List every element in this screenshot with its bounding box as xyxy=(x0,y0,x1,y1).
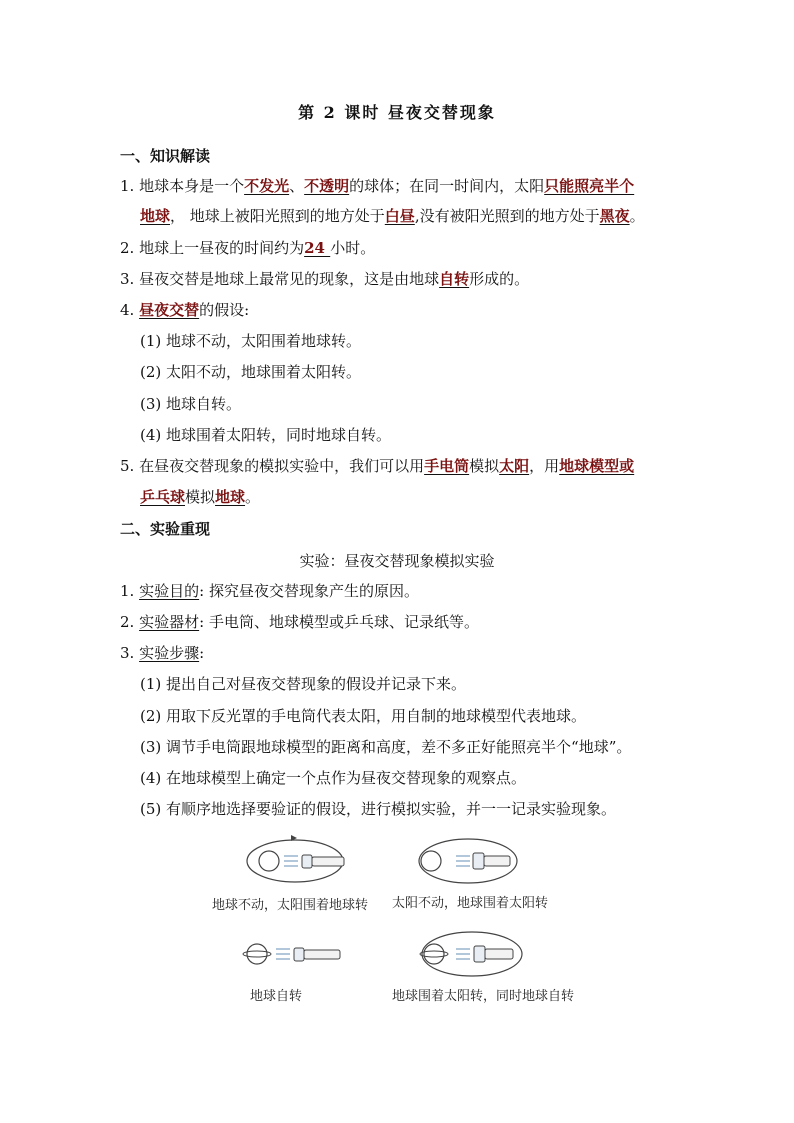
answer: 自转 xyxy=(439,270,470,288)
text: 的球体；在同一时间内，太阳 xyxy=(349,177,545,195)
sub-number: (1) xyxy=(140,332,162,350)
light-rays-icon xyxy=(276,949,290,959)
answer: 白昼 xyxy=(384,207,415,225)
answer: 黑夜 xyxy=(599,207,630,225)
item-number: 1. xyxy=(120,177,135,195)
flashlight-body-icon xyxy=(485,949,513,959)
text: 地球本身是一个 xyxy=(139,177,245,195)
earth-icon xyxy=(421,851,441,871)
text: 模拟 xyxy=(185,488,216,506)
experiment-item-3 xyxy=(120,643,204,663)
flashlight-head-icon xyxy=(302,855,312,868)
item-number: 2. xyxy=(120,613,135,631)
text: 有顺序地选择要验证的假设，进行模拟实验，并一一记录实验现象。 xyxy=(166,800,617,818)
knowledge-item-5 xyxy=(120,456,634,476)
knowledge-item-1-cont xyxy=(140,206,645,226)
flashlight-head-icon xyxy=(294,948,304,961)
answer: 地球模型或 xyxy=(559,457,635,475)
knowledge-item-3 xyxy=(120,269,529,289)
item-number: 2. xyxy=(120,239,135,257)
item-number: 3. xyxy=(120,644,135,662)
sub-number: (3) xyxy=(140,738,162,756)
knowledge-item-1 xyxy=(120,176,634,196)
text: 地球自转。 xyxy=(166,395,242,413)
flashlight-head-icon xyxy=(473,853,484,869)
text: 探究昼夜交替现象产生的原因。 xyxy=(208,582,419,600)
text: ， 地球上被阳光照到的地方处于 xyxy=(170,207,385,225)
flashlight-body-icon xyxy=(484,856,510,866)
colon: : xyxy=(199,613,205,631)
answer: 地球 xyxy=(140,207,171,225)
text: 模拟 xyxy=(469,457,500,475)
answer: 不发光 xyxy=(244,177,290,195)
figure-earth-still-sun-orbits xyxy=(240,834,360,889)
section-heading-experiment: 二、实验重现 xyxy=(120,520,211,538)
text: 调节手电筒跟地球模型的距离和高度，差不多正好能照亮半个“地球”。 xyxy=(166,738,632,756)
flashlight-body-icon xyxy=(312,857,344,866)
answer: 只能照亮半个 xyxy=(544,177,635,195)
knowledge-item-2 xyxy=(120,238,375,258)
text: 在昼夜交替现象的模拟实验中，我们可以用 xyxy=(139,457,425,475)
text: ，用 xyxy=(529,457,560,475)
hypothesis-item xyxy=(140,394,241,414)
answer: 手电筒 xyxy=(424,457,470,475)
item-number: 4. xyxy=(120,301,135,319)
text: 用取下反光罩的手电筒代表太阳，用自制的地球模型代表地球。 xyxy=(166,707,587,725)
figure-caption: 地球自转 xyxy=(250,989,303,1004)
text: 形成的。 xyxy=(469,270,530,288)
answer: 乒乓球 xyxy=(140,488,186,506)
sub-number: (1) xyxy=(140,675,162,693)
sub-number: (4) xyxy=(140,426,162,444)
item-number: 3. xyxy=(120,270,135,288)
figure-caption: 太阳不动，地球围着太阳转 xyxy=(392,896,549,911)
figure-caption: 地球不动，太阳围着地球转 xyxy=(212,898,369,913)
text: 地球上一昼夜的时间约为 xyxy=(139,239,305,257)
answer: 地球 xyxy=(215,488,246,506)
knowledge-item-5-cont xyxy=(140,487,260,507)
figure-caption: 地球围着太阳转，同时地球自转 xyxy=(392,989,575,1004)
earth-icon xyxy=(247,944,267,964)
text: 、 xyxy=(289,177,305,195)
light-rays-icon xyxy=(456,856,470,866)
text: 的假设: xyxy=(199,301,250,319)
colon: : xyxy=(199,582,205,600)
text: 。 xyxy=(245,488,261,506)
step-item xyxy=(140,768,526,788)
step-item xyxy=(140,674,466,694)
label: 实验器材 xyxy=(139,613,200,631)
item-number: 5. xyxy=(120,457,135,475)
light-rays-icon xyxy=(284,856,298,866)
section-heading-knowledge: 一、知识解读 xyxy=(120,147,211,165)
figure-sun-still-earth-orbits xyxy=(410,834,530,889)
earth-icon xyxy=(424,944,444,964)
sub-number: (2) xyxy=(140,363,162,381)
flashlight-head-icon xyxy=(474,946,485,962)
text: 在地球模型上确定一个点作为昼夜交替现象的观察点。 xyxy=(166,769,527,787)
text: 小时。 xyxy=(330,239,376,257)
label: 实验目的 xyxy=(139,582,200,600)
answer: 24 xyxy=(304,239,331,257)
page-title: 第 2 课时 昼夜交替现象 xyxy=(298,103,496,122)
answer: 太阳 xyxy=(499,457,530,475)
sub-number: (3) xyxy=(140,395,162,413)
figure-earth-rotation xyxy=(238,936,348,972)
text: 提出自己对昼夜交替现象的假设并记录下来。 xyxy=(166,675,467,693)
hypothesis-item xyxy=(140,362,361,382)
experiment-title: 实验：昼夜交替现象模拟实验 xyxy=(299,552,495,570)
experiment-item-2 xyxy=(120,612,479,632)
figure-earth-orbit-and-rotation xyxy=(412,928,532,980)
experiment-item-1 xyxy=(120,581,419,601)
knowledge-item-4 xyxy=(120,300,249,320)
hypothesis-item xyxy=(140,425,391,445)
text: 太阳不动，地球围着太阳转。 xyxy=(166,363,362,381)
label: 实验步骤 xyxy=(139,644,200,662)
answer: 不透明 xyxy=(304,177,350,195)
earth-icon xyxy=(259,851,279,871)
sub-number: (4) xyxy=(140,769,162,787)
step-item xyxy=(140,737,631,757)
text: 手电筒、地球模型或乒乓球、记录纸等。 xyxy=(208,613,479,631)
text: 昼夜交替是地球上最常见的现象，这是由地球 xyxy=(139,270,440,288)
sub-number: (5) xyxy=(140,800,162,818)
colon: : xyxy=(199,644,205,662)
answer: 昼夜交替 xyxy=(139,301,200,319)
hypothesis-item xyxy=(140,331,361,351)
item-number: 1. xyxy=(120,582,135,600)
text: 。 xyxy=(629,207,645,225)
text: 地球不动，太阳围着地球转。 xyxy=(166,332,362,350)
flashlight-body-icon xyxy=(304,950,340,959)
step-item xyxy=(140,706,586,726)
text: 地球围着太阳转，同时地球自转。 xyxy=(166,426,392,444)
text: ,没有被阳光照到的地方处于 xyxy=(414,207,600,225)
sub-number: (2) xyxy=(140,707,162,725)
light-rays-icon xyxy=(456,949,470,959)
step-item xyxy=(140,799,616,819)
